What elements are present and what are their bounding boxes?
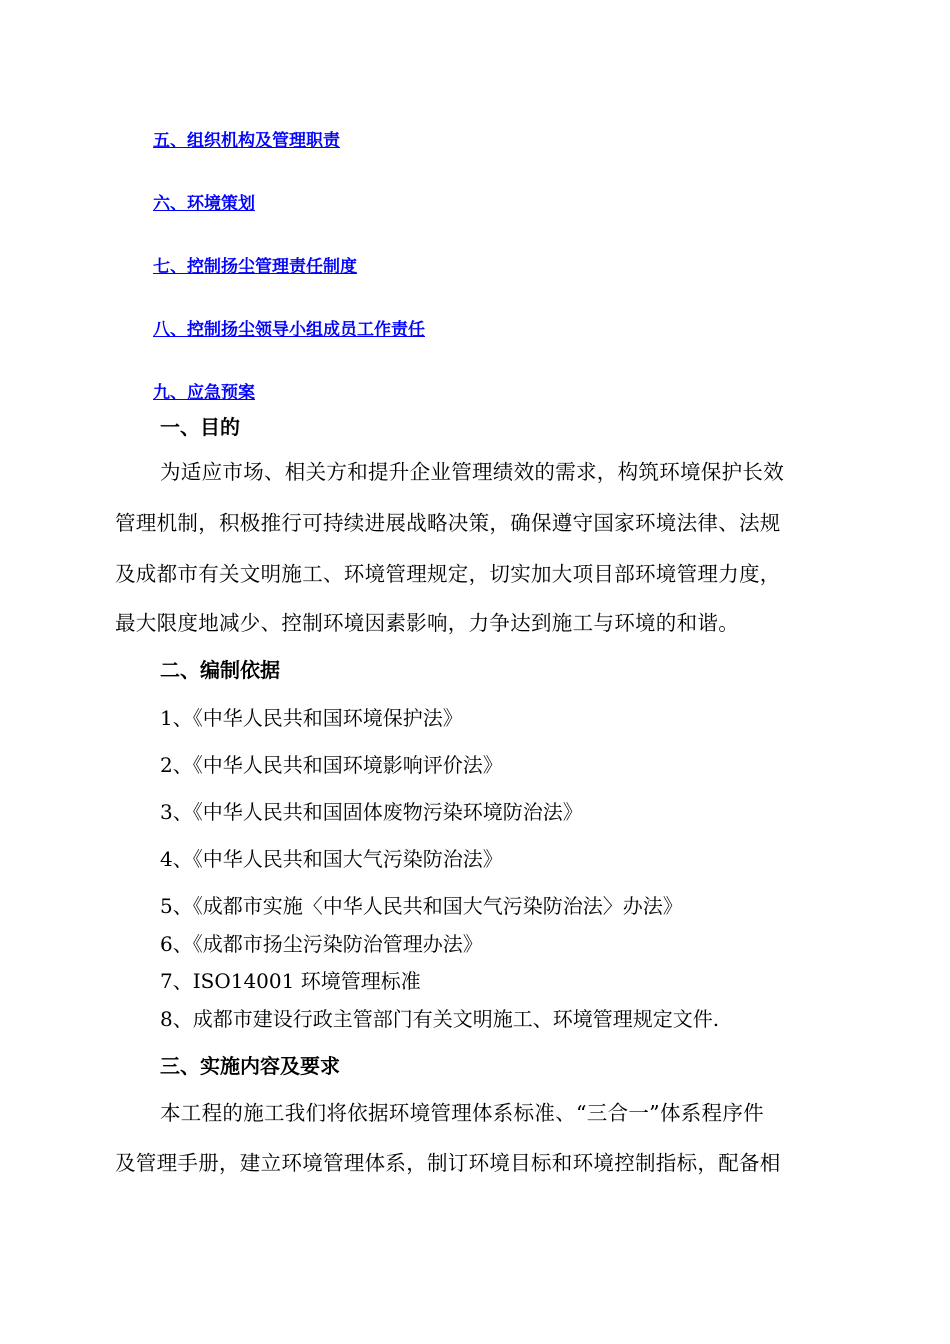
basis-list-item: 4、《中华人民共和国大气污染防治法》 (160, 847, 503, 871)
section-heading-purpose: 一、目的 (160, 415, 240, 439)
toc-link-dust-responsibility-system[interactable]: 七、控制扬尘管理责任制度 (153, 257, 357, 277)
toc-link-emergency-plan[interactable]: 九、应急预案 (153, 383, 255, 403)
toc-link-environment-planning[interactable]: 六、环境策划 (153, 194, 255, 214)
paragraph-line: 及管理手册，建立环境管理体系，制订环境目标和环境控制指标，配备相 (115, 1151, 781, 1175)
paragraph-line: 最大限度地减少、控制环境因素影响，力争达到施工与环境的和谐。 (115, 611, 739, 635)
basis-list-item: 6、《成都市扬尘污染防治管理办法》 (160, 932, 483, 956)
basis-list-item: 3、《中华人民共和国固体废物污染环境防治法》 (160, 800, 583, 824)
section-heading-implementation: 三、实施内容及要求 (160, 1054, 340, 1078)
basis-list-item: 8、成都市建设行政主管部门有关文明施工、环境管理规定文件. (160, 1007, 720, 1031)
basis-list-item: 5、《成都市实施〈中华人民共和国大气污染防治法〉办法》 (160, 894, 683, 918)
section-heading-basis: 二、编制依据 (160, 658, 280, 682)
basis-list-item: 2、《中华人民共和国环境影响评价法》 (160, 753, 503, 777)
paragraph-line: 为适应市场、相关方和提升企业管理绩效的需求，构筑环境保护长效 (160, 460, 784, 484)
toc-link-dust-leadership-group[interactable]: 八、控制扬尘领导小组成员工作责任 (153, 320, 425, 340)
basis-list-item: 7、ISO14001 环境管理标准 (160, 969, 421, 993)
paragraph-line: 管理机制，积极推行可持续进展战略决策，确保遵守国家环境法律、法规 (115, 511, 781, 535)
basis-list-item: 1、《中华人民共和国环境保护法》 (160, 706, 463, 730)
paragraph-line: 本工程的施工我们将依据环境管理体系标准、“三合一”体系程序件 (160, 1101, 764, 1125)
toc-link-organization[interactable]: 五、组织机构及管理职责 (153, 131, 340, 151)
paragraph-line: 及成都市有关文明施工、环境管理规定，切实加大项目部环境管理力度， (115, 562, 781, 586)
